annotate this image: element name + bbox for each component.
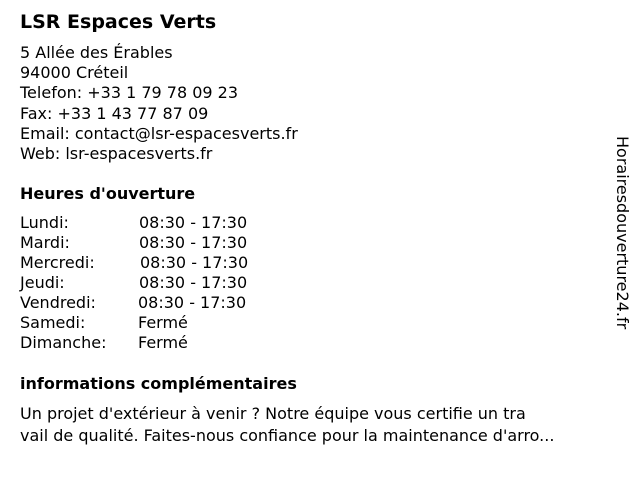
day-label: Dimanche:: [20, 333, 107, 352]
hours-row-wednesday: [20, 253, 320, 273]
address-city: 94000 Créteil: [20, 63, 129, 83]
opening-hours-table: [20, 213, 320, 353]
day-label: Mardi:: [20, 233, 70, 252]
day-label: Samedi:: [20, 313, 86, 332]
site-watermark: Horairesdouverture24.fr: [613, 136, 632, 330]
additional-info-heading: informations complémentaires: [20, 374, 297, 393]
hours-row-sunday: [20, 333, 320, 353]
day-hours: 08:30 - 17:30: [139, 273, 248, 292]
day-label: Jeudi:: [20, 273, 65, 292]
contact-block: [20, 43, 298, 164]
additional-info-text: [20, 403, 610, 447]
hours-row-saturday: [20, 313, 320, 333]
day-label: Vendredi:: [20, 293, 96, 312]
email-address: Email: contact@lsr-espacesverts.fr: [20, 123, 298, 143]
hours-row-thursday: [20, 273, 320, 293]
day-hours: 08:30 - 17:30: [139, 233, 248, 252]
hours-row-monday: [20, 213, 320, 233]
day-label: Mercredi:: [20, 253, 95, 272]
address-street: 5 Allée des Érables: [20, 43, 173, 62]
website: Web: lsr-espacesverts.fr: [20, 144, 213, 164]
day-hours: 08:30 - 17:30: [139, 213, 248, 232]
hours-heading: Heures d'ouverture: [20, 184, 196, 203]
day-label: Lundi:: [20, 213, 69, 232]
day-hours: 08:30 - 17:30: [140, 253, 249, 272]
day-hours: Fermé: [138, 313, 188, 332]
description-line: vail de qualité. Faites-nous confiance pour la maintenance d'arro...: [20, 426, 555, 445]
phone-number: Telefon: +33 1 79 78 09 23: [20, 83, 239, 103]
business-name: LSR Espaces Verts: [20, 11, 217, 33]
day-hours: 08:30 - 17:30: [138, 293, 247, 312]
description-line: Un projet d'extérieur à venir ? Notre équipe vous certifie un tra: [20, 404, 526, 423]
fax-number: Fax: +33 1 43 77 87 09: [20, 103, 209, 123]
day-hours: Fermé: [138, 333, 188, 352]
hours-row-friday: [20, 293, 320, 313]
hours-row-tuesday: [20, 233, 320, 253]
